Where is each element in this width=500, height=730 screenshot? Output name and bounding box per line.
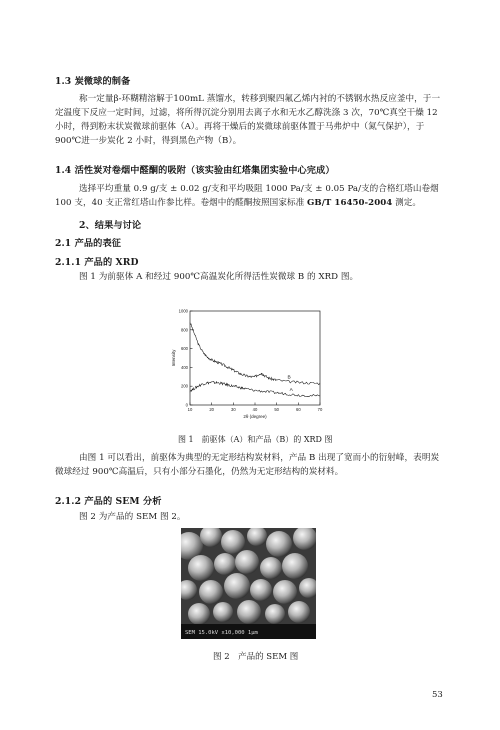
section-2-1-1-discussion: 由图 1 可以看出，前驱体为典型的无定形结构炭材料，产品 B 出现了宽而小的衍射峰，表明炭微球经过 900℃高温后，只有小部分石墨化，仍然为无定形结构的炭材料。 [55,453,440,477]
xrd-x-tick-label: 40 [252,407,258,412]
xrd-y-tick-label: 800 [181,327,188,333]
xrd-axes [190,311,320,405]
section-2-1-heading: 2.1 产品的表征 [55,238,122,249]
section-2-1-1-paragraph: 图 1 为前驱体 A 和经过 900℃高温炭化所得活性炭微球 B 的 XRD 图。 [79,272,359,282]
section-1-4-paragraph: 选择平均重量 0.9 g/支 ± 0.02 g/支和平均吸阻 1000 Pa/支 ± 0.05 Pa/支的合格红塔山卷烟 100 支，40 支正常红塔山作参比样。卷烟中的醛酮按照国家标准 GB/T 16450-2004 测定。 [55,184,439,208]
section-2-1-1-heading: 2.1.1 产品的 XRD [55,257,139,268]
xrd-y-axis-label: Intensity [171,349,176,367]
sem-info-bar: SEM 15.0kV x10,000 1µm [185,630,258,636]
section-1-4-heading: 1.4 活性炭对卷烟中醛酮的吸附（该实验由红塔集团实验中心完成） [55,165,335,176]
xrd-plot-frame [190,311,320,405]
xrd-series-label-A: A [289,388,293,394]
section-1-3-heading: 1.3 炭微球的制备 [55,76,131,87]
xrd-series-B [190,323,320,385]
xrd-ticks [171,309,323,420]
xrd-lines [190,323,320,397]
section-2-1-2-paragraph: 图 2 为产品的 SEM 图 2。 [79,512,186,522]
xrd-x-tick-label: 20 [209,407,215,412]
sem-image [181,528,316,639]
xrd-series-label-B: B [287,375,291,381]
xrd-x-tick-label: 50 [274,407,280,412]
xrd-x-tick-label: 30 [230,407,236,412]
figure-1-caption: 图 1 前驱体（A）和产品（B）的 XRD 图 [178,435,333,444]
xrd-y-tick-label: 400 [181,364,188,370]
xrd-chart [168,305,328,425]
page-number: 53 [432,690,443,700]
xrd-x-tick-label: 10 [187,407,193,412]
figure-2-caption: 图 2 产品的 SEM 图 [213,652,299,662]
xrd-y-tick-label: 0 [185,402,188,408]
xrd-x-axis-label: 2θ (degree) [243,414,267,419]
xrd-series-A [190,381,320,396]
xrd-y-tick-label: 200 [181,383,188,389]
xrd-y-tick-label: 1000 [178,308,188,314]
section-1-3-paragraph: 称一定量β-环糊精溶解于100mL 蒸馏水，转移到聚四氟乙烯内衬的不锈钢水热反应釜中，于一定温度下反应一定时间，过滤，将所得沉淀分别用去离子水和无水乙醇洗涤 3 次，70℃真空干燥 12 小时，得到粉末状炭微球前驱体（A）。再将干燥后的炭微球前驱体置于马弗炉中（氮气保护），于 900℃进一步炭化 2 小时，得到黑色产物（B）。 [55,94,441,146]
xrd-x-tick-label: 70 [317,407,323,412]
xrd-x-tick-label: 60 [295,407,301,412]
gb-standard-code: GB/T 16450-2004 [307,198,393,208]
xrd-y-tick-label: 600 [181,346,188,352]
section-2-heading: 2、结果与讨论 [79,220,142,231]
section-2-1-2-heading: 2.1.2 产品的 SEM 分析 [55,496,162,507]
